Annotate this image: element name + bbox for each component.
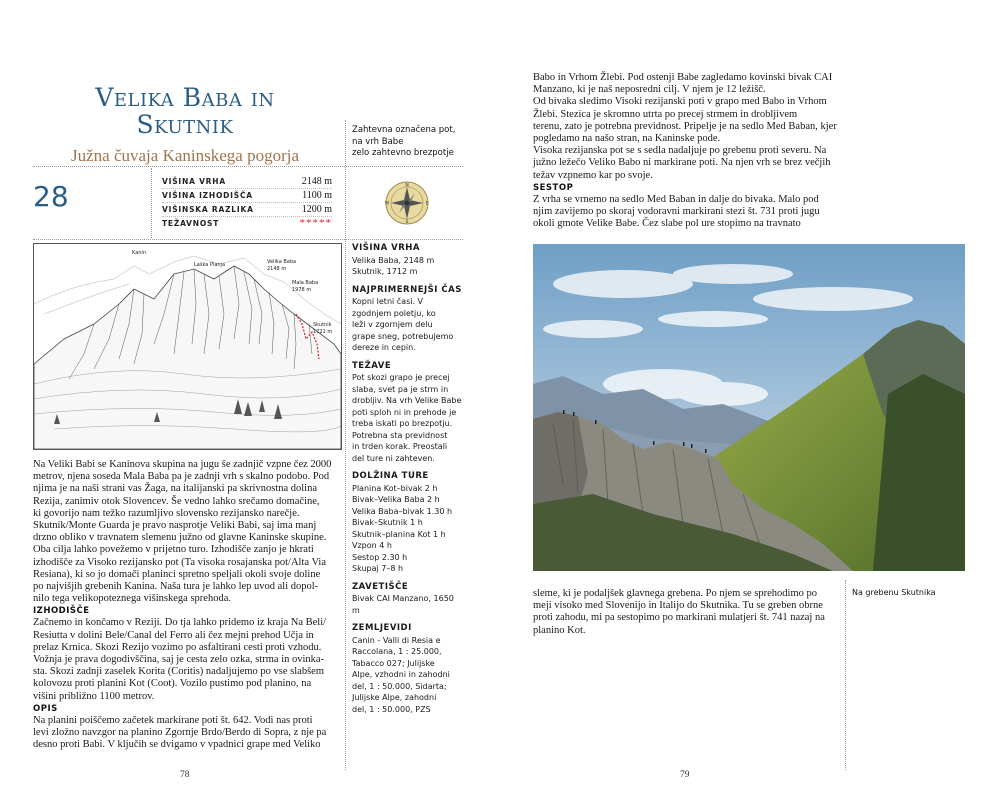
sketch-label: Mala Baba <box>292 280 319 286</box>
sidebar-line: Velika Baba, 2148 m <box>352 255 435 265</box>
difficulty-note-line: zelo zahtevno brezpotje <box>352 148 454 158</box>
compass-label: E <box>425 201 429 207</box>
sidebar-line: Bivak–Skutnik 1 h <box>352 518 423 527</box>
page-number: 79 <box>680 770 690 780</box>
text-line: Visoka rezijanska pot se s sedla nadaljuje po grebenu proti severu. Na <box>533 145 827 157</box>
sidebar-line: Tabacco 027; Julijske <box>352 658 435 668</box>
sidebar-line: treba iskati po brezpotju. <box>352 419 453 428</box>
text-line: izhodišče za Visoko rezijansko pot (Ta visoka rosajanska pot/Alta Via <box>33 556 327 568</box>
text-line: Oba cilja lahko povežemo v prijetno turo. Izhodišče zanjo je hkrati <box>33 544 314 556</box>
stat-label: VIŠINA IZHODIŠČA <box>162 191 253 200</box>
sidebar-line: leži v zgornjem delu <box>352 320 433 329</box>
sidebar-line: Alpe, vzhodni in zahodni <box>352 670 450 679</box>
stat-row <box>162 217 332 230</box>
text-line: proti zahodu, mi pa sestopimo po markirani mulatjeri št. 741 nazaj na <box>533 612 825 624</box>
text-line: nilo tega velikopoteznega višinskega sprehoda. <box>33 593 231 605</box>
text-line: terenu, zato je potrebna previdnost. Pripeljе je na sedlo Med Baban, kjer <box>533 120 837 132</box>
photo-caption: Na grebenu Skutnika <box>852 588 936 597</box>
text-line: Skutnik/Monte Guarda je pravo nasprotje Veliki Babi, saj ima manj <box>33 520 317 532</box>
sidebar-heading: ZEMLJEVIDI <box>352 623 412 633</box>
route-sketch <box>33 243 342 450</box>
text-line: višini približno 1100 metrov. <box>33 690 155 702</box>
text-line: planino Kot. <box>533 624 586 636</box>
text-line: Vožnja je prava dogodivščina, saj je cesta zelo ozka, strma in ovinka- <box>33 654 325 666</box>
divider <box>151 168 152 238</box>
route-title-line1: Velika Baba in <box>95 83 275 112</box>
sketch-label: Kanin <box>132 250 146 256</box>
sidebar-line: Skutnik, 1712 m <box>352 267 418 276</box>
sidebar-line: Skupaj 7–8 h <box>352 564 404 573</box>
stat-value: 1200 m <box>301 204 332 215</box>
text-line: Na planini poiščemo začetek markirane poti št. 642. Vodi nas proti <box>33 714 313 726</box>
stat-value: 2148 m <box>301 176 332 187</box>
sidebar-line: Raccolana, 1 : 25.000, <box>352 647 442 656</box>
text-line: sta. Skozi zadnji zaselek Korita (Coritis) nadaljujemo po vse slabšem <box>33 666 325 678</box>
difficulty-stars: ***** <box>299 217 332 229</box>
stat-row <box>162 203 332 217</box>
sidebar-line: del, 1 : 50.000, Sidarta; <box>352 681 447 691</box>
sidebar-line: Bivak CAI Manzano, 1650 m <box>352 594 454 615</box>
compass-label: S <box>405 220 409 225</box>
route-title <box>60 84 310 138</box>
text-line: levi zložno navzgor na planino Zgornje Brdo/Berdo di Sopra, z nje pa <box>33 727 327 739</box>
sidebar-line: Planina Kot–bivak 2 h <box>352 483 438 493</box>
page-number: 78 <box>180 770 190 780</box>
sestop-heading: SESTOP <box>533 182 574 193</box>
text-line: sleme, ki je podaljšek glavnega grebena. Po njem se sprehodimo po <box>533 588 818 599</box>
compass-label: N <box>405 183 409 189</box>
text-line: Manzano, ki je naš neposredni cilj. V njem je 12 ležišč. <box>533 84 766 96</box>
stat-label: TEŽAVNOST <box>162 219 220 228</box>
text-line: prelaz Krnica. Skozi Rezijo vozimo po asfaltirani cesti proti vzhodu. <box>33 641 322 653</box>
text-line: metrov, njena soseda Mala Baba pa je zadnji vrh s skalno podobo. Pod <box>33 471 330 483</box>
text-line: drzno obliko v travnatem slemenu južno od glavne Kaninske skupine. <box>33 532 327 544</box>
text-line: Od bivaka sledimo Visoki rezijanski poti v grapo med Babo in Vrhom <box>533 96 827 108</box>
sketch-label: Laška Planja <box>194 262 226 268</box>
difficulty-note <box>352 125 472 160</box>
text-line: Resiana), ki so jo domači planinci spretno speljali okoli svoje doline <box>33 568 321 580</box>
sidebar-line: Sestop 2.30 h <box>352 552 408 562</box>
sidebar-heading: DOLŽINA TURE <box>352 471 429 481</box>
text-line: Žlebi. Stezica je skromno utrta po precej strmem in drobljivem <box>533 108 798 120</box>
text-line: meji visoko med Slovenijo in Italijo do Skutnika. Tu se greben obrne <box>533 600 823 612</box>
compass-icon <box>385 181 429 225</box>
stat-label: VIŠINA VRHA <box>162 177 226 186</box>
divider <box>33 239 463 240</box>
mountain-sketch <box>34 244 341 449</box>
stat-value: 1100 m <box>302 190 332 201</box>
sketch-label: 2148 m <box>267 266 287 272</box>
sketch-label: 1978 m <box>292 287 312 293</box>
stat-row <box>162 175 332 189</box>
text-line: Resiutta v dolini Bele/Canal del Ferro ali čez mejni prehod Učja in <box>33 629 314 641</box>
info-sidebar <box>352 243 464 715</box>
sidebar-line: Potrebna sta previdnost <box>352 430 448 440</box>
text-line: Na Veliki Babi se Kaninova skupina na jugu še zadnjič vzpne čez 2000 <box>33 459 332 470</box>
sidebar-line: Velika Baba–bivak 1.30 h <box>352 506 453 516</box>
stat-row <box>162 189 332 203</box>
sidebar-line: Canin - Valli di Resia e <box>352 635 441 645</box>
text-line: Z vrha se vrnemo na sedlo Med Baban in dalje do bivaka. Malo pod <box>533 193 819 205</box>
sidebar-line: poti sploh ni in prehode je <box>352 407 457 417</box>
difficulty-note-line: na vrh Babe <box>352 136 404 147</box>
divider <box>33 166 463 167</box>
text-line: južno ležečo Veliko Babo ni markirane poti. Na njen vrh se brez večjih <box>533 157 831 169</box>
text-line: okoli gmote Velike Babe. Čez slabe pol ure stopimo na travnato <box>533 218 801 230</box>
continued-text <box>533 72 868 230</box>
mountain-photo <box>533 244 965 571</box>
divider <box>845 580 846 770</box>
stat-label: VIŠINSKA RAZLIKA <box>162 205 254 214</box>
text-line: desno proti Babi. V ključih se dvigamo v vpadnici grape med Veliko <box>33 739 321 751</box>
route-subtitle: Južna čuvaja Kaninskega pogorja <box>71 146 299 165</box>
sidebar-line: Julijske Alpe, zahodni <box>352 693 437 702</box>
sidebar-line: Skutnik–planina Kot 1 h <box>352 529 446 539</box>
sidebar-line: grape sneg, potrebujemo <box>352 331 454 341</box>
sidebar-line: Vzpon 4 h <box>352 541 392 550</box>
sketch-label: Velika Baba <box>267 259 297 265</box>
text-line: po najvišjih grebenih Kanina. Naša tura je lahko lep uvod ali dopol- <box>33 581 319 593</box>
sidebar-line: Bivak–Velika Baba 2 h <box>352 495 440 504</box>
sidebar-line: dereze in cepin. <box>352 343 416 352</box>
text-line: Začnemo in končamo v Reziji. Do tja lahko pridemo iz kraja Na Beli/ <box>33 617 327 629</box>
sidebar-heading: VIŠINA VRHA <box>352 243 420 253</box>
sketch-label: Skutnik <box>313 322 332 328</box>
sidebar-line: drobljiv. Na vrh Velike Babe <box>352 396 462 405</box>
text-line: kolovozu proti planini Kot (Coot). Vozilo pustimo pod planino, na <box>33 678 312 690</box>
text-line: Babo in Vrhom Žlebi. Pod ostenji Babe zagledamo kovinski bivak CAI <box>533 72 833 83</box>
text-line: njima je na naši strani vas Žaga, na italijanski pa skrivnostna dolina <box>33 483 318 495</box>
route-title-line2: Skutnik <box>136 110 234 139</box>
text-line: Rezija, zanimiv otok Slovencev. Še vedno lahko srečamo domačine, <box>33 495 320 507</box>
difficulty-note-line: Zahtevna označena pot, <box>352 125 456 135</box>
sketch-label: 1721 m <box>313 329 333 335</box>
sidebar-heading: ZAVETIŠČE <box>352 581 409 592</box>
sidebar-line: del, 1 : 50.000, PZS <box>352 704 431 714</box>
sidebar-line: zgodnjem poletju, ko <box>352 308 436 318</box>
sidebar-heading: TEŽAVE <box>352 360 392 371</box>
sidebar-line: Kopni letni časi. V <box>352 297 424 306</box>
izhodisce-heading: IZHODIŠČE <box>33 606 90 617</box>
text-line: težav vzpnemo kar po svoje. <box>533 169 653 181</box>
text-line: ki govorijo nam težko razumljivo slovensko rezijansko narečje. <box>33 507 300 519</box>
divider <box>345 120 346 770</box>
sidebar-line: slaba, svet pa je strm in <box>352 384 449 394</box>
sidebar-line: in trden korak. Preostali <box>352 442 448 451</box>
text-line: pogledamo na našo stran, na Kaninske pode. <box>533 133 721 145</box>
sidebar-heading: NAJPRIMERNEJŠI ČAS <box>352 284 462 295</box>
sidebar-line: del ture ni zahteven. <box>352 453 435 463</box>
photo-illustration <box>533 244 965 571</box>
compass-label: W <box>385 201 390 207</box>
intro-text <box>33 459 343 751</box>
sidebar-line: Pot skozi grapo je precej <box>352 373 450 382</box>
stats-table <box>162 175 332 230</box>
continued-text-bottom <box>533 588 843 637</box>
text-line: njim zavijemo po skoraj vodoravni markirani stezi št. 731 proti jugu <box>533 206 820 218</box>
route-number: 28 <box>33 180 69 213</box>
opis-heading: OPIS <box>33 703 58 714</box>
